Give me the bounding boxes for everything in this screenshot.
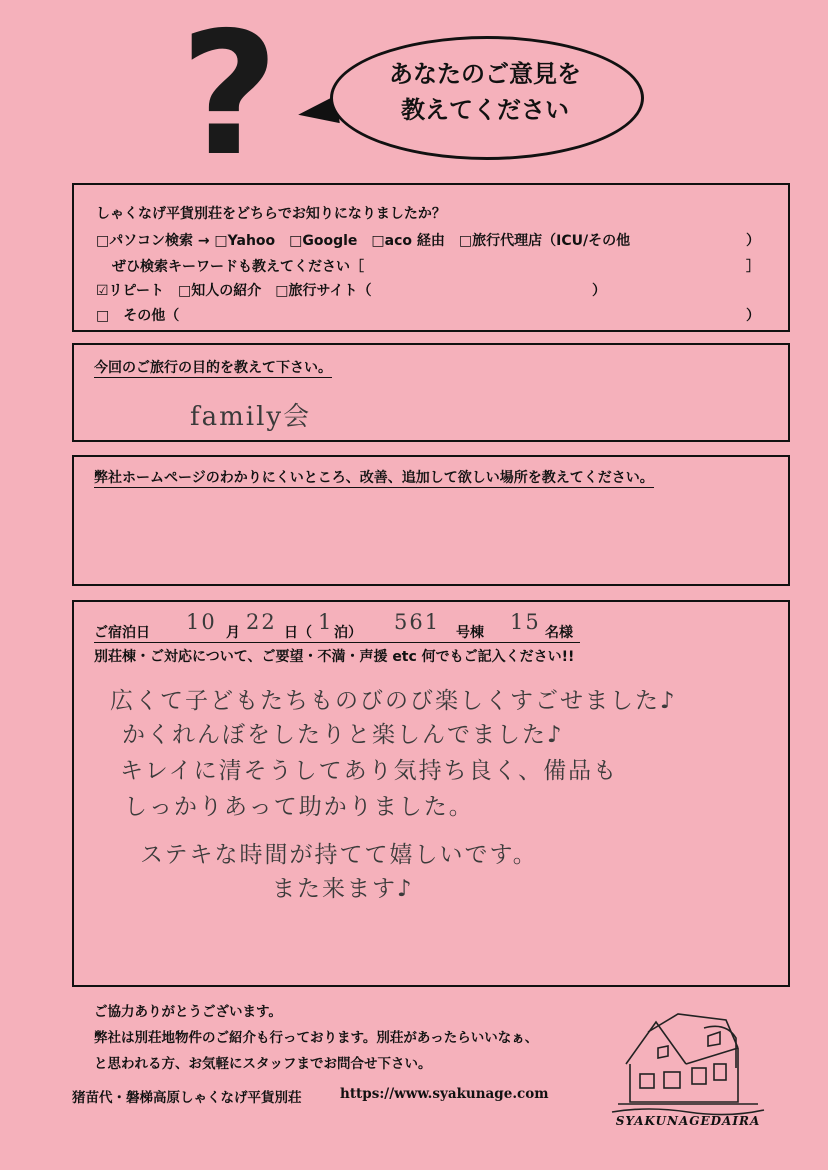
comment-line-1: 広くて子どもたちものびのび楽しくすごせました♪ bbox=[110, 688, 677, 714]
comment-line-6: また来ます♪ bbox=[272, 876, 414, 902]
question-mark-graphic: ? bbox=[180, 0, 279, 194]
row2-close: ］ bbox=[746, 259, 760, 275]
comment-line-2: かくれんぼをしたりと楽しんでました♪ bbox=[122, 722, 564, 748]
stay-day: 22 bbox=[246, 610, 277, 634]
how-found-question: しゃくなげ平貨別荘をどちらでお知りになりましたか？ bbox=[96, 206, 446, 222]
row4-close: ） bbox=[746, 308, 760, 324]
stay-month: 10 bbox=[186, 610, 217, 634]
footer-url: https://www.syakunage.com bbox=[340, 1086, 549, 1102]
bubble-line-2: 教えてください bbox=[401, 96, 569, 124]
comment-prompt: 別荘棟・ご対応について、ご要望・不満・声援 etc 何でもご記入ください!! bbox=[94, 649, 575, 665]
stay-nights-unit: 泊） bbox=[334, 625, 362, 641]
comment-line-5: ステキな時間が持てて嬉しいです。 bbox=[140, 842, 538, 868]
row3-close: ） bbox=[592, 283, 606, 299]
keyword-prompt: ぜひ検索キーワードも教えてください［ bbox=[112, 259, 364, 275]
footer-property-intro: 弊社は別荘地物件のご紹介も行っております。別荘があったらいいなぁ、 bbox=[94, 1030, 539, 1046]
how-found-row-repeat: ☑リピート □知人の紹介 □旅行サイト（ bbox=[96, 283, 372, 299]
speech-bubble-text bbox=[360, 56, 610, 128]
logo-text: SYAKUNAGEDAIRA bbox=[615, 1114, 761, 1128]
trip-purpose-question: 今回のご旅行の目的を教えて下さい。 bbox=[94, 357, 332, 378]
stay-nights: 1 bbox=[318, 610, 334, 634]
footer-contact: と思われる方、お気軽にスタッフまでお問合せ下さい。 bbox=[94, 1056, 432, 1072]
building-unit: 号棟 bbox=[456, 625, 484, 641]
guest-unit: 名様 bbox=[545, 625, 573, 641]
building-number: 561 bbox=[394, 610, 441, 634]
row1-close: ） bbox=[746, 233, 760, 249]
how-found-row-pc-search: □パソコン検索 → □Yahoo □Google □aco 経由 □旅行代理店（ICU/その他 bbox=[96, 233, 631, 249]
house-logo bbox=[608, 1008, 768, 1136]
trip-purpose-answer: family会 bbox=[190, 402, 312, 432]
stay-day-unit: 日（ bbox=[284, 625, 312, 641]
footer-thanks: ご協力ありがとうございます。 bbox=[94, 1004, 282, 1020]
how-found-row-other: □ その他（ bbox=[96, 308, 180, 324]
stay-details-underline bbox=[94, 642, 580, 643]
guest-count: 15 bbox=[510, 610, 541, 634]
comment-line-4: しっかりあって助かりました。 bbox=[124, 794, 474, 820]
footer-company-name: 猪苗代・磐梯高原しゃくなげ平貨別荘 bbox=[72, 1090, 302, 1106]
comment-line-3: キレイに清そうしてあり気持ち良く、備品も bbox=[120, 758, 619, 784]
website-feedback-question: 弊社ホームページのわかりにくいところ、改善、追加して欲しい場所を教えてください。 bbox=[94, 467, 654, 488]
stay-date-label: ご宿泊日 bbox=[94, 625, 150, 641]
bubble-line-1: あなたのご意見を bbox=[389, 60, 581, 88]
stay-month-unit: 月 bbox=[226, 625, 240, 641]
